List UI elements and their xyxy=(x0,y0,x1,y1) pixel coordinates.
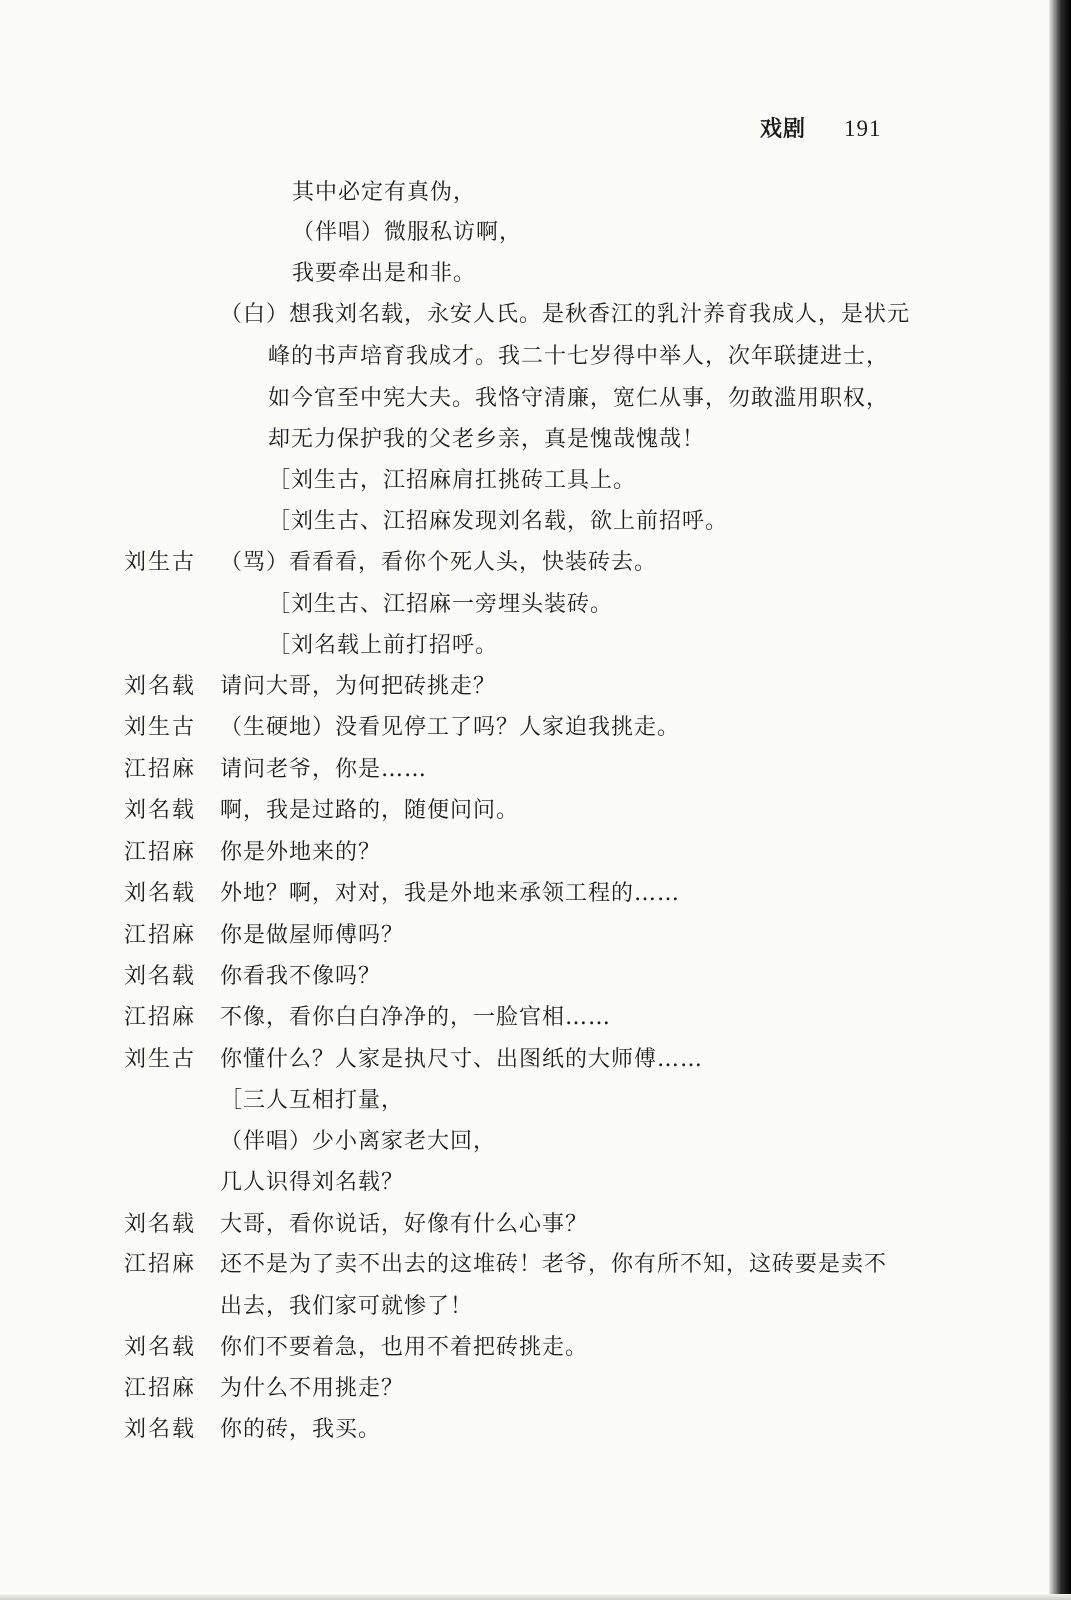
dialogue-line: 你的砖，我买。 xyxy=(220,1417,382,1442)
speaker-name: 刘生古 xyxy=(124,550,197,575)
dialogue-line: 你们不要着急，也用不着把砖挑走。 xyxy=(220,1335,589,1360)
dialogue-line: （生硬地）没看见停工了吗？人家迫我挑走。 xyxy=(220,715,681,740)
dialogue-line: 请问老爷，你是…… xyxy=(220,757,428,782)
script-line: 我要牵出是和非。 xyxy=(292,261,477,286)
dialogue-line: 你看我不像吗？ xyxy=(220,964,382,989)
speaker-name: 刘名载 xyxy=(124,964,197,989)
section-title: 戏剧 xyxy=(760,117,807,142)
speaker-name: 刘生古 xyxy=(124,1047,197,1072)
speaker-name: 刘名载 xyxy=(124,1212,197,1237)
dialogue-line: 外地？啊，对对，我是外地来承领工程的…… xyxy=(220,881,681,906)
speaker-name: 江招麻 xyxy=(124,840,197,865)
script-line: 峰的书声培育我成才。我二十七岁得中举人，次年联捷进士， xyxy=(268,344,890,369)
dialogue-line: 请问大哥，为何把砖挑走？ xyxy=(220,674,497,699)
dialogue-line: 你懂什么？人家是执尺寸、出图纸的大师傅…… xyxy=(220,1047,704,1072)
dialogue-line: 为什么不用挑走？ xyxy=(220,1376,405,1401)
script-line: 如今官至中宪大夫。我恪守清廉，宽仁从事，勿敢滥用职权， xyxy=(268,386,890,411)
page-bottom-edge xyxy=(0,1594,1071,1600)
speaker-name: 江招麻 xyxy=(124,1376,197,1401)
script-line: 出去，我们家可就惨了！ xyxy=(220,1294,474,1319)
script-line: 却无力保护我的父老乡亲，真是愧哉愧哉！ xyxy=(268,427,706,452)
script-line: （白）想我刘名载，永安人氏。是秋香江的乳汁养育我成人，是状元 xyxy=(220,302,911,327)
dialogue-line: 不像，看你白白净净的，一脸官相…… xyxy=(220,1005,612,1030)
script-line: （伴唱）少小离家老大回， xyxy=(220,1129,497,1154)
speaker-name: 江招麻 xyxy=(124,1005,197,1030)
speaker-name: 刘名载 xyxy=(124,1417,197,1442)
speaker-name: 江招麻 xyxy=(124,923,197,948)
speaker-name: 江招麻 xyxy=(124,1252,197,1277)
dialogue-line: 还不是为了卖不出去的这堆砖！老爷，你有所不知，这砖要是卖不 xyxy=(220,1252,888,1277)
dialogue-line: 大哥，看你说话，好像有什么心事？ xyxy=(220,1212,589,1237)
dialogue-line: （骂）看看看，看你个死人头，快装砖去。 xyxy=(220,550,658,575)
dialogue-line: 啊，我是过路的，随便问问。 xyxy=(220,798,520,823)
page-number: 191 xyxy=(844,116,882,141)
script-line: ［刘生古、江招麻一旁埋头装砖。 xyxy=(268,592,614,617)
page-header xyxy=(760,112,882,143)
script-line: 其中必定有真伪， xyxy=(292,180,477,205)
speaker-name: 江招麻 xyxy=(124,757,197,782)
script-line: ［刘生古，江招麻肩扛挑砖工具上。 xyxy=(268,468,637,493)
dialogue-line: 你是做屋师傅吗？ xyxy=(220,923,405,948)
speaker-name: 刘名载 xyxy=(124,881,197,906)
page-edge-shadow xyxy=(1049,0,1071,1600)
script-line: （伴唱）微服私访啊， xyxy=(292,220,523,245)
speaker-name: 刘名载 xyxy=(124,674,197,699)
speaker-name: 刘生古 xyxy=(124,715,197,740)
script-line: ［刘名载上前打招呼。 xyxy=(268,633,499,658)
speaker-name: 刘名载 xyxy=(124,798,197,823)
script-line: ［三人互相打量， xyxy=(220,1088,405,1113)
dialogue-line: 你是外地来的？ xyxy=(220,840,382,865)
script-line: 几人识得刘名载？ xyxy=(220,1170,405,1195)
speaker-name: 刘名载 xyxy=(124,1335,197,1360)
script-line: ［刘生古、江招麻发现刘名载，欲上前招呼。 xyxy=(268,509,729,534)
